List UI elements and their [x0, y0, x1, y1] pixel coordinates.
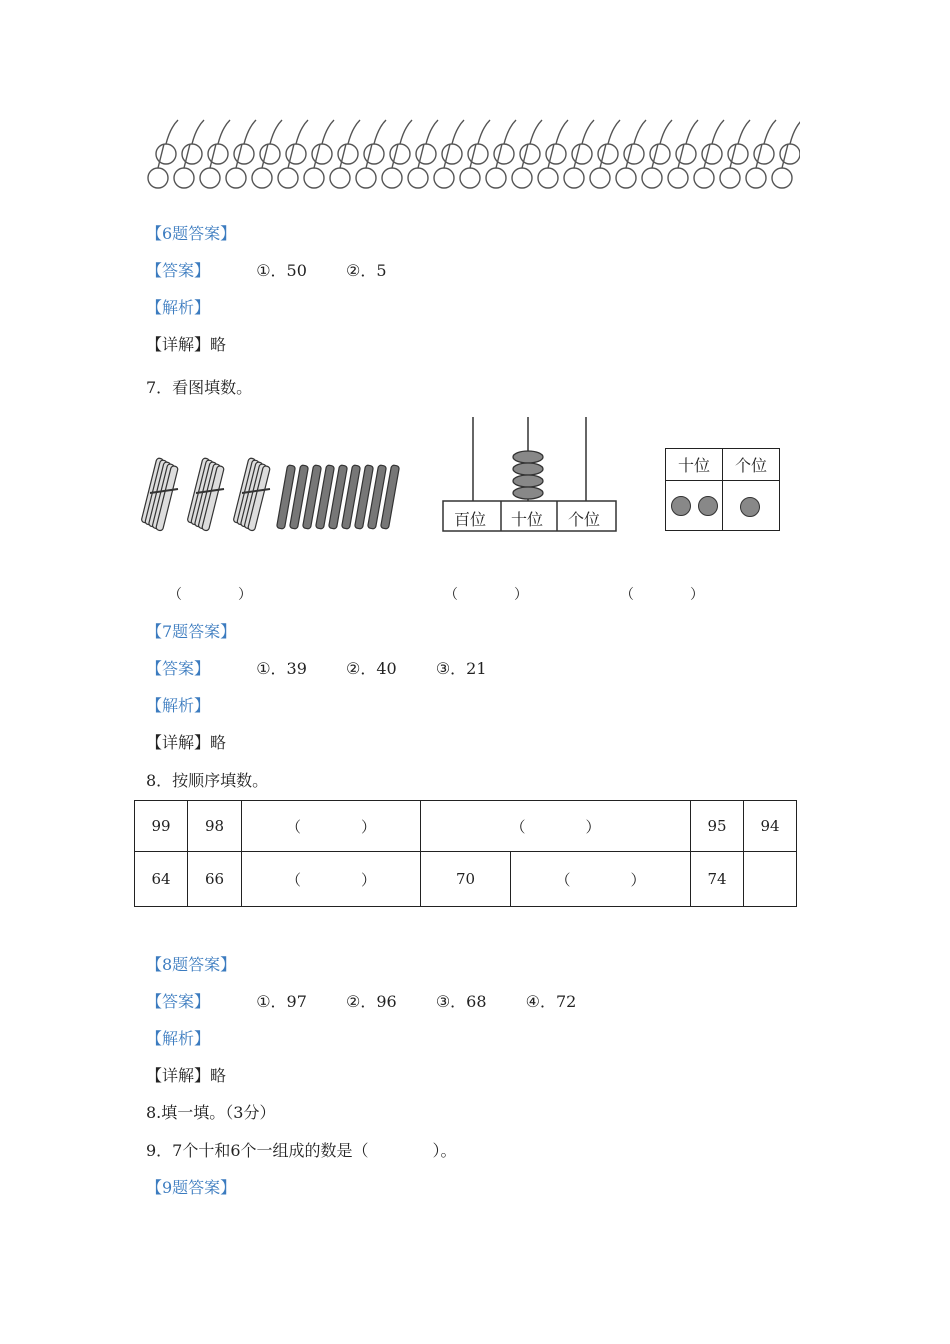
counting-sticks-illustration — [140, 455, 410, 535]
cherry — [754, 144, 774, 164]
cherry — [260, 144, 280, 164]
q9-prompt: 9．7个十和6个一组成的数是（ ）。 — [146, 1141, 457, 1160]
answer-label: 【答案】 — [146, 261, 211, 280]
cherry — [668, 168, 688, 188]
cherry — [616, 168, 636, 188]
q7-analysis-label: 【解析】 — [146, 696, 211, 715]
place-value-table — [665, 448, 780, 531]
cherry — [182, 144, 202, 164]
q7-answer-2: ②．40 — [346, 659, 397, 678]
cherry-stem — [712, 120, 724, 144]
q7-answer-row — [146, 659, 521, 679]
cherry — [252, 168, 272, 188]
detail-label: 【详解】 — [146, 335, 211, 354]
cherry-stem — [504, 120, 516, 144]
q8-answer-2: ②．96 — [346, 992, 397, 1011]
cherry — [382, 168, 402, 188]
q7-blank-1[interactable]: （ ） — [168, 587, 252, 603]
cherry-stem — [738, 120, 750, 144]
q8-answer-row — [146, 992, 610, 1012]
blank-cell[interactable]: （ ） — [421, 801, 691, 852]
blank-cell[interactable]: （ ） — [242, 801, 421, 852]
cherry-stem — [218, 120, 230, 144]
cherry-stem — [426, 120, 438, 144]
cherry — [174, 168, 194, 188]
cherry — [148, 168, 168, 188]
q8-answer-4: ④．72 — [525, 992, 577, 1011]
cherry — [226, 168, 246, 188]
cherry-stem — [348, 120, 360, 144]
cell: 99 — [135, 801, 188, 852]
cherry — [564, 168, 584, 188]
detail-text: 略 — [210, 1066, 227, 1085]
cherry — [364, 144, 384, 164]
cherry-stem — [608, 120, 620, 144]
detail-label: 【详解】 — [146, 733, 211, 752]
section-heading: 8.填一填。（3分） — [146, 1103, 276, 1122]
q6-detail-row — [146, 335, 226, 355]
cherry — [624, 144, 644, 164]
cherry-stem — [400, 120, 412, 144]
cherry — [650, 144, 670, 164]
cherry — [416, 144, 436, 164]
cherry — [590, 168, 610, 188]
q8-analysis-label: 【解析】 — [146, 1029, 211, 1048]
blank-cell[interactable]: （ ） — [511, 852, 691, 907]
q7-answer-1: ①．39 — [256, 659, 307, 678]
cherry-stem — [244, 120, 256, 144]
cell: 98 — [188, 801, 242, 852]
q9-answer-tag: 【9题答案】 — [146, 1178, 237, 1197]
q7-blank-3[interactable]: （ ） — [620, 587, 704, 603]
cherry — [338, 144, 358, 164]
tens-counter — [671, 496, 691, 516]
cherries-illustration — [140, 112, 800, 218]
cherry-stem — [790, 120, 800, 144]
cherry — [512, 168, 532, 188]
cherry-stem — [192, 120, 204, 144]
detail-text: 略 — [210, 335, 227, 354]
cherry — [598, 144, 618, 164]
cherry-stem — [322, 120, 334, 144]
cherry — [494, 144, 514, 164]
cell: 66 — [188, 852, 242, 907]
cherry — [330, 168, 350, 188]
cherry — [304, 168, 324, 188]
table-row — [135, 801, 797, 852]
cherry — [702, 144, 722, 164]
cherry-stem — [478, 120, 490, 144]
cherry — [442, 144, 462, 164]
abacus-bead — [513, 475, 543, 487]
cell: 94 — [744, 801, 797, 852]
cherry — [208, 144, 228, 164]
q7-blank-2[interactable]: （ ） — [444, 587, 528, 603]
cherry — [200, 168, 220, 188]
cherry — [694, 168, 714, 188]
cherry — [390, 144, 410, 164]
pv-tens-cell — [666, 481, 723, 531]
cherry-stem — [452, 120, 464, 144]
cherry — [546, 144, 566, 164]
cherry — [408, 168, 428, 188]
cherry-stem — [166, 120, 178, 144]
q7-prompt: 7．看图填数。 — [146, 378, 253, 397]
q6-answer-row — [146, 261, 421, 281]
cherry — [486, 168, 506, 188]
tens-counter — [698, 496, 718, 516]
cherry-stem — [556, 120, 568, 144]
cherry-stem — [686, 120, 698, 144]
cell: 64 — [135, 852, 188, 907]
cherry-stem — [530, 120, 542, 144]
abacus-label-tens: 十位 — [511, 510, 544, 529]
blank-cell[interactable]: （ ） — [242, 852, 421, 907]
ones-counter — [740, 497, 760, 517]
cherry — [676, 144, 696, 164]
cherry — [538, 168, 558, 188]
cherry — [772, 168, 792, 188]
cherry — [356, 168, 376, 188]
cherry — [156, 144, 176, 164]
cherry — [642, 168, 662, 188]
cherry — [520, 144, 540, 164]
answer-label: 【答案】 — [146, 992, 211, 1011]
cherry — [720, 168, 740, 188]
cherry-stem — [270, 120, 282, 144]
cherry — [234, 144, 254, 164]
cell: 74 — [691, 852, 744, 907]
q8-answer-3: ③．68 — [435, 992, 487, 1011]
abacus-bead — [513, 451, 543, 463]
cherry-stem — [374, 120, 386, 144]
pv-header-tens: 十位 — [666, 449, 723, 481]
cell: 95 — [691, 801, 744, 852]
cherry — [312, 144, 332, 164]
pv-header-ones: 个位 — [723, 449, 780, 481]
cherry-stem — [296, 120, 308, 144]
abacus-label-hundreds: 百位 — [454, 510, 487, 529]
abacus-label-ones: 个位 — [568, 510, 601, 529]
q6-answer-2: ②．5 — [346, 261, 387, 280]
cherry-stem — [660, 120, 672, 144]
q7-answer-3: ③．21 — [435, 659, 487, 678]
detail-label: 【详解】 — [146, 1066, 211, 1085]
cherry — [746, 168, 766, 188]
abacus-bead — [513, 487, 543, 499]
pv-ones-cell — [723, 481, 780, 531]
cherry — [286, 144, 306, 164]
q6-answer-tag: 【6题答案】 — [146, 224, 237, 243]
cherry — [728, 144, 748, 164]
q6-analysis-label: 【解析】 — [146, 298, 211, 317]
cherry-stem — [764, 120, 776, 144]
cherry — [572, 144, 592, 164]
cherry — [780, 144, 800, 164]
cherry — [468, 144, 488, 164]
cherry-stem — [634, 120, 646, 144]
q6-answer-1: ①．50 — [256, 261, 307, 280]
empty-cell[interactable] — [744, 852, 797, 907]
cherry-stem — [582, 120, 594, 144]
table-row — [135, 852, 797, 907]
cherry — [434, 168, 454, 188]
q8-detail-row — [146, 1066, 226, 1086]
detail-text: 略 — [210, 733, 227, 752]
q8-prompt: 8．按顺序填数。 — [146, 771, 269, 790]
q7-detail-row — [146, 733, 226, 753]
sequence-table — [134, 800, 797, 907]
cherry — [278, 168, 298, 188]
q7-answer-tag: 【7题答案】 — [146, 622, 237, 641]
q8-answer-tag: 【8题答案】 — [146, 955, 237, 974]
cell: 70 — [421, 852, 511, 907]
cherry — [460, 168, 480, 188]
q8-answer-1: ①．97 — [256, 992, 307, 1011]
answer-label: 【答案】 — [146, 659, 211, 678]
abacus-bead — [513, 463, 543, 475]
